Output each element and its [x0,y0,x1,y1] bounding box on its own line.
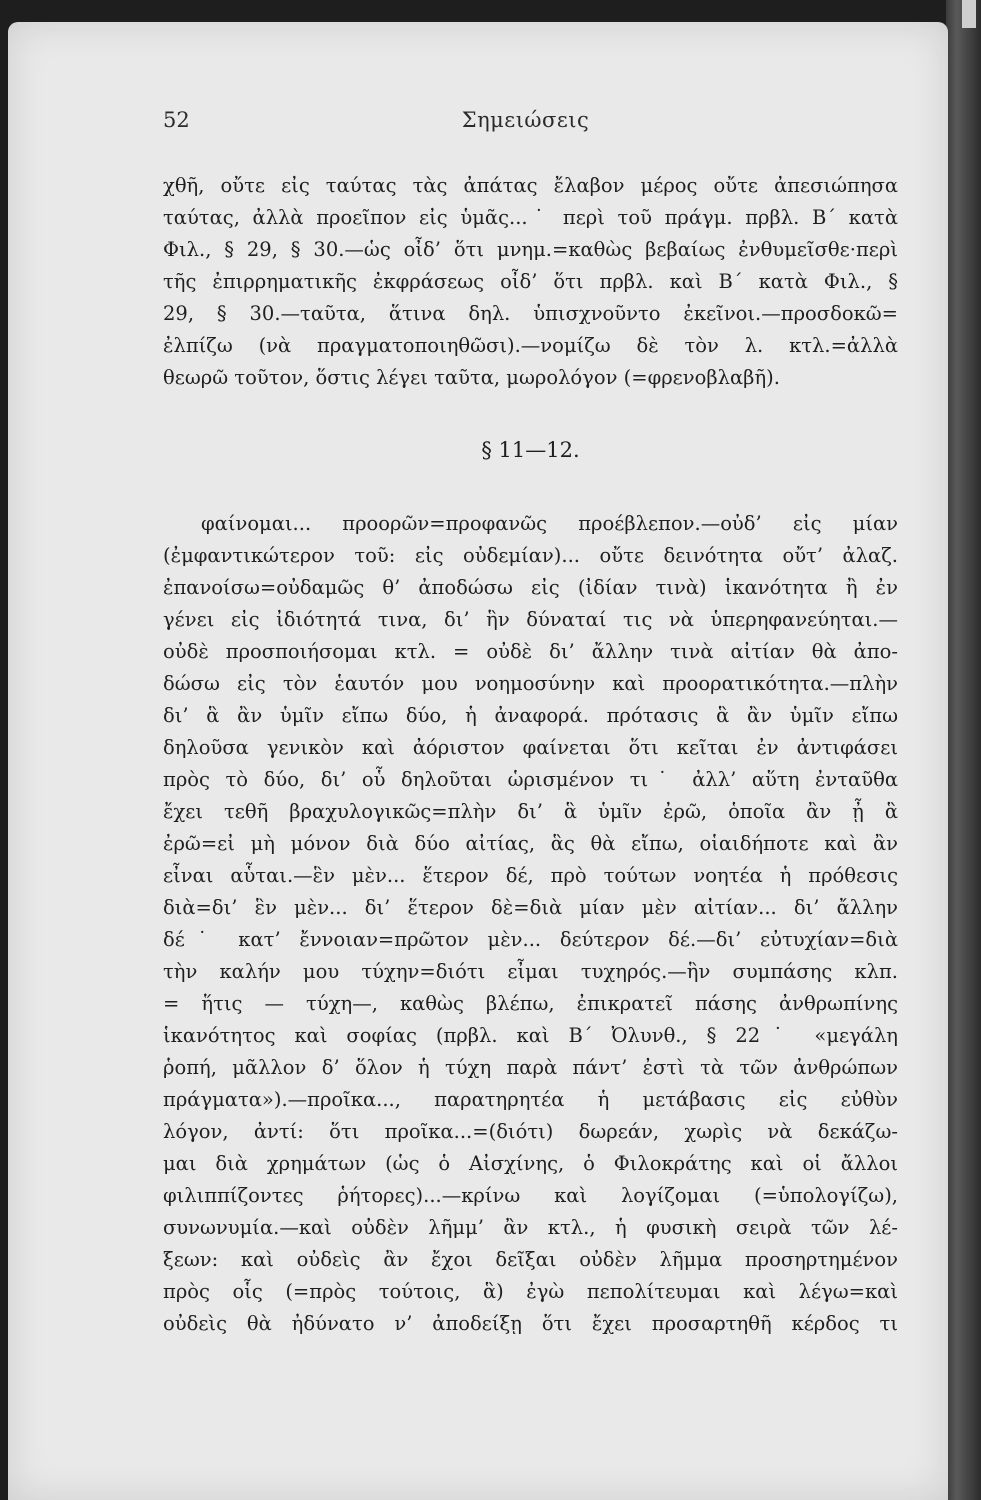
text-line: = ἥτις — τύχη—, καθὼς βλέπω, ἐπικρατεῖ πάσης ἀνθρωπίνης [163,992,898,1015]
text-line: τῆς ἐπιρρηματικῆς ἐκφράσεως οἶδ’ ὅτι πρβλ. καὶ Β΄ κατὰ Φιλ., § [163,270,898,293]
text-line: διὰ=δι’ ἓν μὲν... δι’ ἕτερον δὲ=διὰ μίαν μὲν αἰτίαν... δι’ ἄλλην [163,896,898,919]
text-line: δώσω εἰς τὸν ἑαυτόν μου νοημοσύνην καὶ προορατικότητα.—πλὴν [163,672,898,695]
text-line: πρὸς οἷς (=πρὸς τούτοις, ἃ) ἐγὼ πεπολίτευμαι καὶ λέγω=καὶ [163,1280,898,1303]
text-line: τὴν καλήν μου τύχην=διότι εἶμαι τυχηρός.—ἣν συμπάσης κλπ. [163,960,898,983]
page-number: 52 [163,108,190,132]
section-heading: § 11—12. [481,438,580,462]
running-head [163,108,888,148]
text-line: πρὸς τὸ δύο, δι’ οὗ δηλοῦται ὡρισμένον τι˙ ἀλλ’ αὕτη ἐνταῦθα [163,768,898,791]
text-line: Φιλ., § 29, § 30.—ὡς οἶδ’ ὅτι μνημ.=καθὼς βεβαίως ἐνθυμεῖσθε·περὶ [163,238,898,261]
text-line: λόγον, ἀντί: ὅτι προῖκα...=(διότι) δωρεάν, χωρὶς νὰ δεκάζω- [163,1120,898,1143]
text-line: ῥοπή, μᾶλλον δ’ ὅλον ἡ τύχη παρὰ πάντ’ ἐστὶ τὰ τῶν ἀνθρώπων [163,1056,898,1079]
text-line: δηλοῦσα γενικὸν καὶ ἀόριστον φαίνεται ὅτι κεῖται ἐν ἀντιφάσει [163,736,898,759]
text-line: δι’ ἃ ἂν ὑμῖν εἴπω δύο, ἡ ἀναφορά. πρότασις ἃ ἂν ὑμῖν εἴπω [163,704,898,727]
text-line: πράγματα»).—προῖκα..., παρατηρητέα ἡ μετάβασις εἰς εὐθὺν [163,1088,898,1111]
text-line: 29, § 30.—ταῦτα, ἅτινα δηλ. ὑπισχνοῦντο ἐκεῖνοι.—προσδοκῶ= [163,302,898,325]
text-line: οὐδὲ προσποιήσομαι κτλ. = οὐδὲ δι’ ἄλλην τινὰ αἰτίαν θὰ ἀπο- [163,640,898,663]
text-line: ταύτας, ἀλλὰ προεῖπον εἰς ὑμᾶς...˙ περὶ τοῦ πράγμ. πρβλ. Β΄ κατὰ [163,206,898,229]
text-line: συνωνυμία.—καὶ οὐδὲν λῆμμ’ ἂν κτλ., ἡ φυσικὴ σειρὰ τῶν λέ- [163,1216,898,1239]
text-line: θεωρῶ τοῦτον, ὅστις λέγει ταῦτα, μωρολόγον (=φρενοβλαβῆ). [163,366,780,389]
text-line: ἔχει τεθῆ βραχυλογικῶς=πλὴν δι’ ἃ ὑμῖν ἐρῶ, ὁποῖα ἂν ᾖ ἃ [163,800,898,823]
text-line: ξεων: καὶ οὐδεὶς ἂν ἔχοι δεῖξαι οὐδὲν λῆμμα προσηρτημένον [163,1248,898,1271]
text-line: ἐπανοίσω=οὐδαμῶς θ’ ἀποδώσω εἰς (ἰδίαν τινὰ) ἱκανότητα ἢ ἐν [163,576,898,599]
page-title: Σημειώσεις [461,108,590,132]
text-line: φαίνομαι... προορῶν=προφανῶς προέβλεπον.—οὐδ’ εἰς μίαν [201,512,898,535]
text-line: ἐρῶ=εἰ μὴ μόνον διὰ δύο αἰτίας, ἃς θὰ εἴπω, οἱαιδήποτε καὶ ἂν [163,832,898,855]
paragraph-2 [163,508,898,1340]
book-edge [946,0,981,1500]
text-line: χθῆ, οὔτε εἰς ταύτας τὰς ἀπάτας ἔλαβον μέρος οὔτε ἀπεσιώπησα [163,174,898,197]
text-line: (ἐμφαντικώτερον τοῦ: εἰς οὐδεμίαν)... οὔτε δεινότητα οὔτ’ ἀλαζ. [163,544,898,567]
paragraph-1 [163,170,898,394]
text-line: γένει εἰς ἰδιότητά τινα, δι’ ἣν δύναταί τις νὰ ὑπερηφανεύηται.— [163,608,898,631]
page-corner-tab [962,0,976,28]
text-line: μαι διὰ χρημάτων (ὡς ὁ Αἰσχίνης, ὁ Φιλοκράτης καὶ οἱ ἄλλοι [163,1152,898,1175]
text-line: δέ˙ κατ’ ἔννοιαν=πρῶτον μὲν... δεύτερον δέ.—δι’ εὐτυχίαν=διὰ [163,928,898,951]
text-line: οὐδεὶς θὰ ἠδύνατο ν’ ἀποδείξῃ ὅτι ἔχει προσαρτηθῆ κέρδος τι [163,1312,898,1335]
text-line: φιλιππίζοντες ῥήτορες)...—κρίνω καὶ λογίζομαι (=ὑπολογίζω), [163,1184,898,1207]
text-line: ἱκανότητος καὶ σοφίας (πρβλ. καὶ Β΄ Ὀλυνθ., § 22˙ «μεγάλη [163,1024,898,1047]
text-line: εἶναι αὗται.—ἓν μὲν... ἕτερον δέ, πρὸ τούτων νοητέα ἡ πρόθεσις [163,864,898,887]
text-line: ἐλπίζω (νὰ πραγματοποιηθῶσι).—νομίζω δὲ τὸν λ. κτλ.=ἀλλὰ [163,334,898,357]
